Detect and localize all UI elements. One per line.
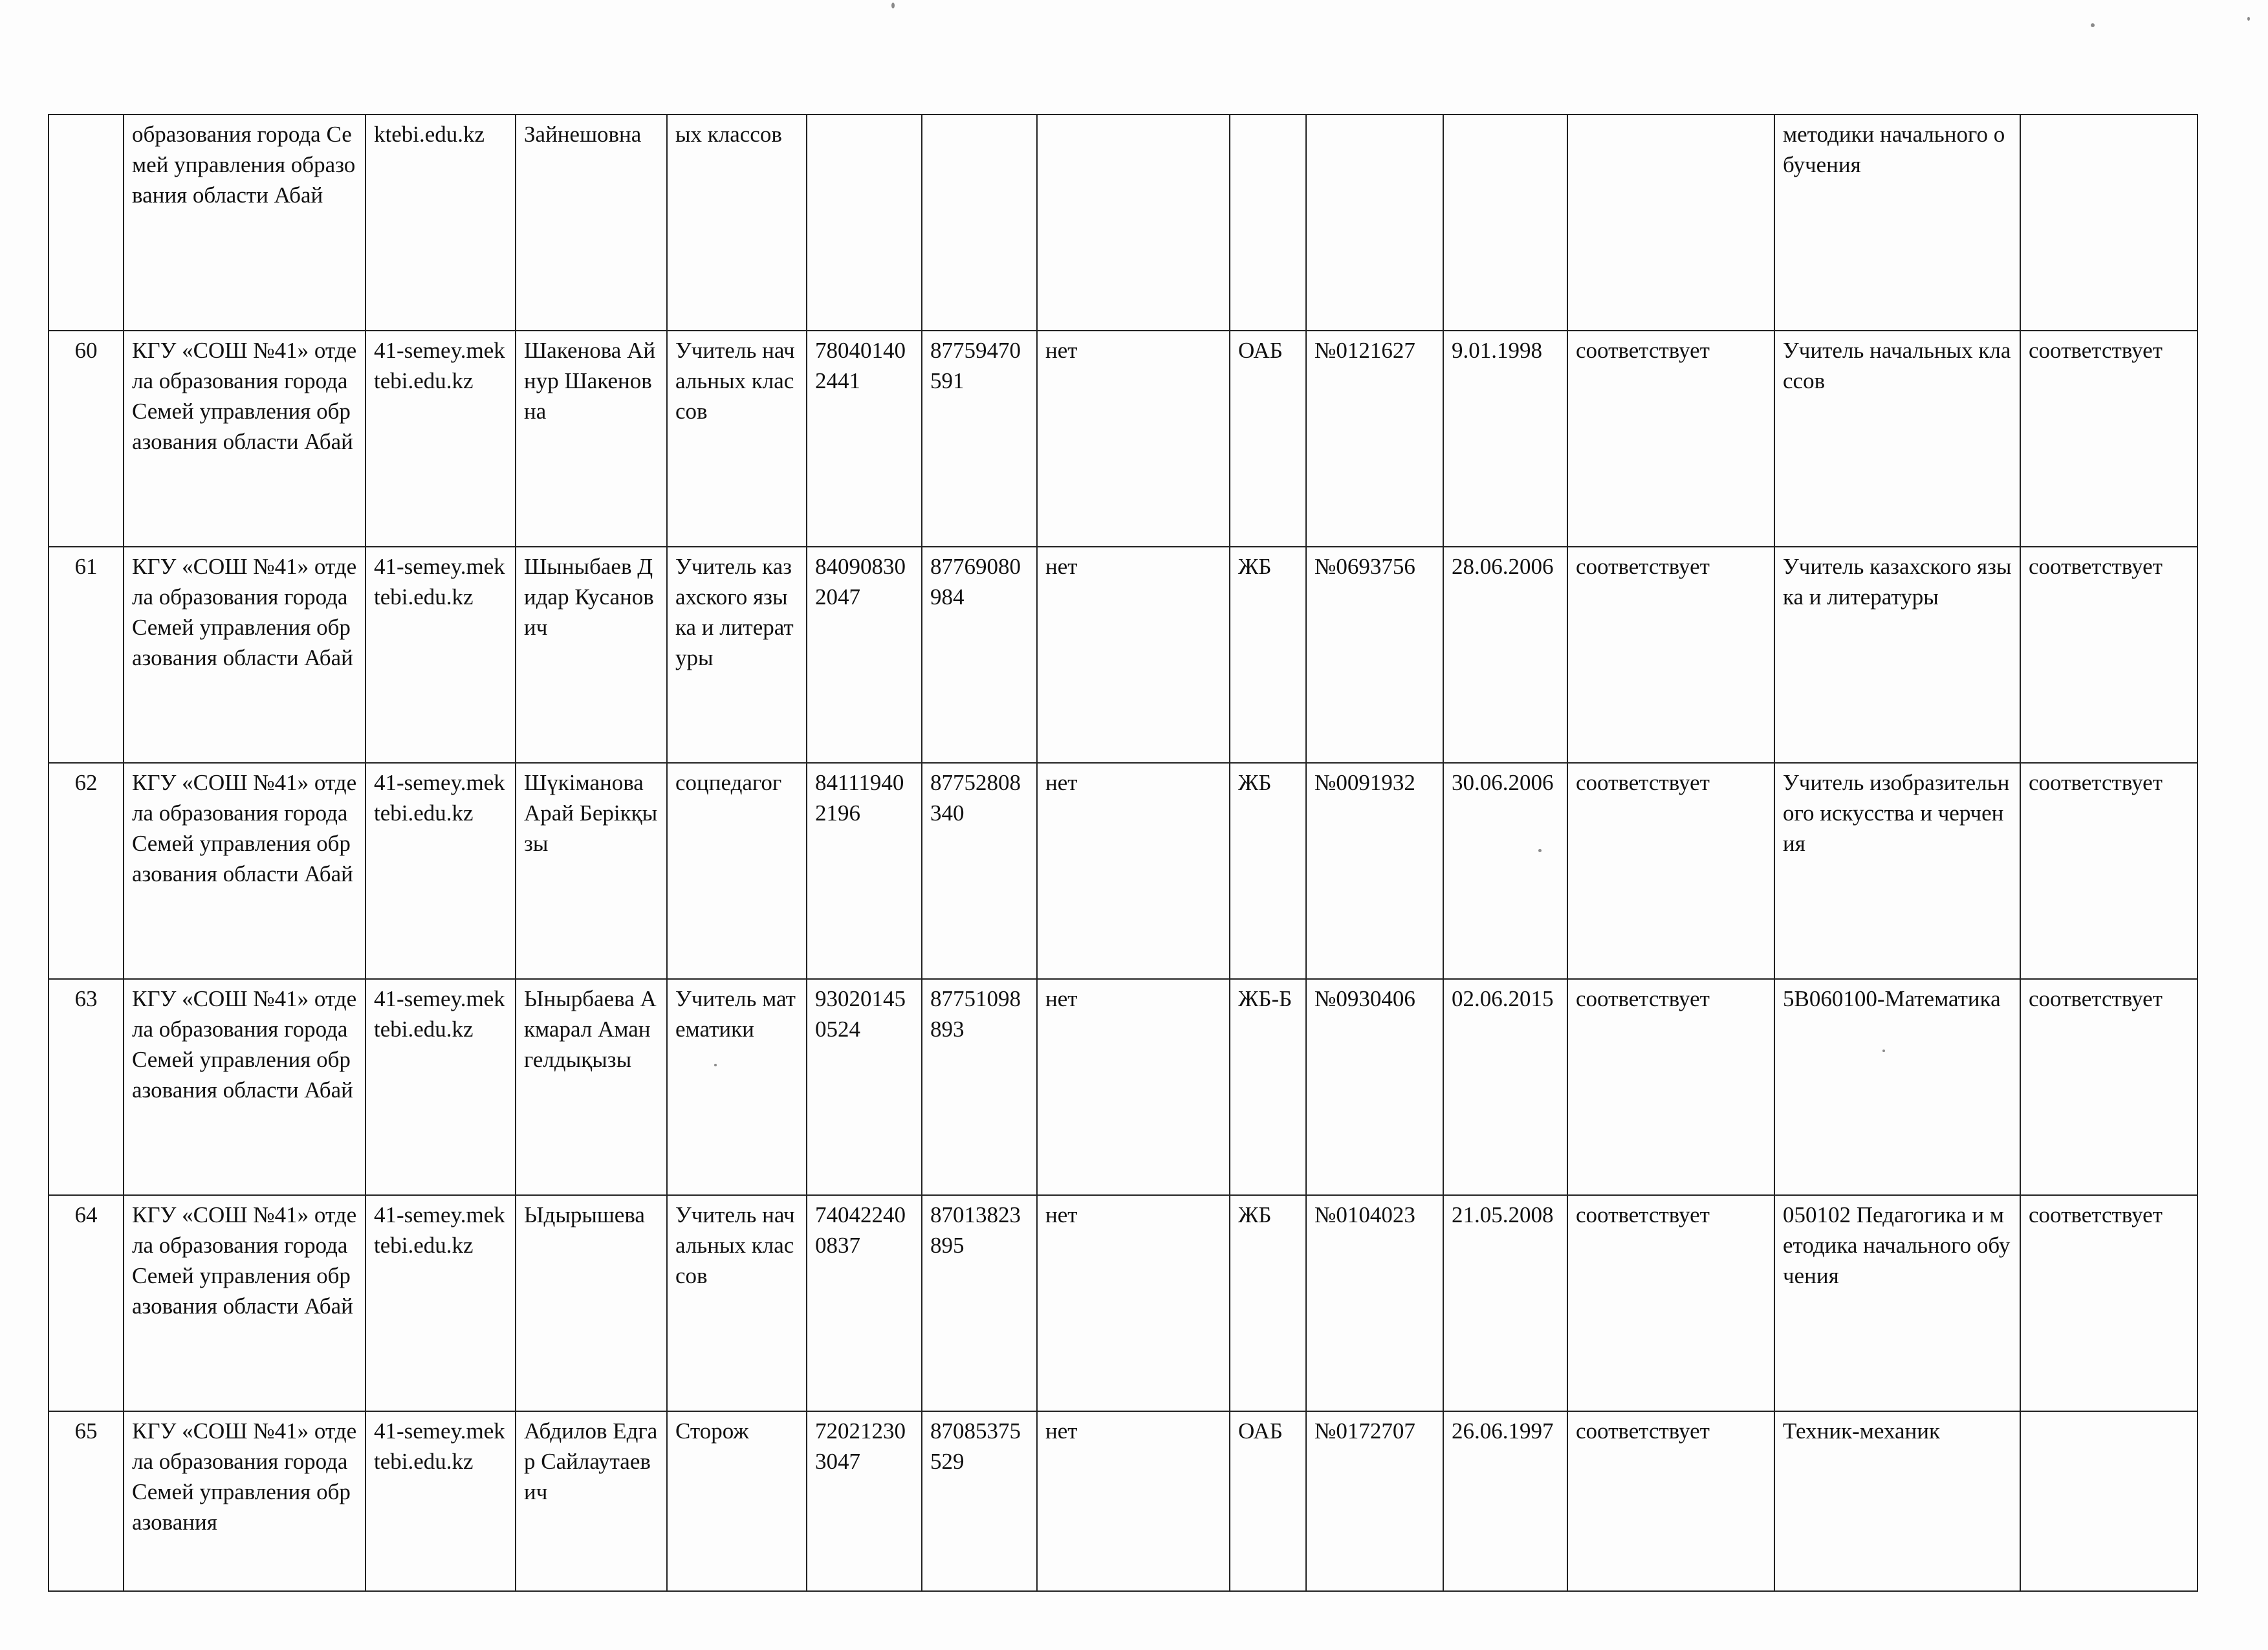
cell-email: ktebi.edu.kz [365,115,516,331]
table-row [49,979,2197,1195]
scan-speck [2091,23,2095,27]
cell-conviction: нет [1037,1195,1230,1411]
cell-diploma-number: №0930406 [1306,979,1443,1195]
cell-email: 41-semey.mektebi.edu.kz [365,1195,516,1411]
cell-number: 61 [49,547,124,763]
cell-phone: 87759470591 [922,331,1037,547]
cell-iin: 720212303047 [807,1411,922,1591]
cell-position: Учитель казахского языка и литературы [667,547,807,763]
cell-compliance: соответствует [1567,1411,1774,1591]
cell-position: Сторож [667,1411,807,1591]
cell-diploma-number: №0091932 [1306,763,1443,979]
cell-diploma-date: 26.06.1997 [1443,1411,1567,1591]
cell-full-name: Ынырбаева Акмарал Амангелдықызы [516,979,667,1195]
cell-iin: 840908302047 [807,547,922,763]
cell-specialty-compliance: соответствует [2020,1195,2197,1411]
cell-phone [922,115,1037,331]
cell-specialty: Учитель казахского языка и литературы [1774,547,2020,763]
cell-diploma-number: №0172707 [1306,1411,1443,1591]
cell-education-level: ОАБ [1230,1411,1306,1591]
cell-full-name: Абдилов Едгар Сайлаутаевич [516,1411,667,1591]
cell-education-level [1230,115,1306,331]
cell-iin: 780401402441 [807,331,922,547]
cell-iin: 740422400837 [807,1195,922,1411]
cell-iin: 930201450524 [807,979,922,1195]
cell-phone: 87085375529 [922,1411,1037,1591]
cell-education-level: ЖБ [1230,1195,1306,1411]
cell-diploma-number: №0693756 [1306,547,1443,763]
cell-email: 41-semey.mektebi.edu.kz [365,547,516,763]
cell-email: 41-semey.mektebi.edu.kz [365,331,516,547]
table-row [49,763,2197,979]
cell-compliance [1567,115,1774,331]
scan-speck [714,1064,717,1066]
cell-specialty-compliance: соответствует [2020,979,2197,1195]
table-row [49,1195,2197,1411]
cell-diploma-date: 02.06.2015 [1443,979,1567,1195]
cell-diploma-date: 30.06.2006 [1443,763,1567,979]
cell-compliance: соответствует [1567,1195,1774,1411]
cell-email: 41-semey.mektebi.edu.kz [365,979,516,1195]
cell-organization: КГУ «СОШ №41» отдела образования города Семей управления образования области Абай [124,331,365,547]
cell-position: ых классов [667,115,807,331]
staff-table [48,114,2198,1592]
cell-full-name: Шакенова Айнур Шакеновна [516,331,667,547]
table-row [49,1411,2197,1591]
cell-compliance: соответствует [1567,763,1774,979]
cell-conviction: нет [1037,763,1230,979]
cell-position: соцпедагог [667,763,807,979]
cell-specialty-compliance [2020,1411,2197,1591]
cell-compliance: соответствует [1567,547,1774,763]
cell-position: Учитель начальных классов [667,1195,807,1411]
scan-speck [2247,17,2250,21]
cell-organization: КГУ «СОШ №41» отдела образования города Семей управления образования области Абай [124,979,365,1195]
cell-organization: КГУ «СОШ №41» отдела образования города Семей управления образования области Абай [124,763,365,979]
cell-education-level: ЖБ [1230,763,1306,979]
table-row [49,547,2197,763]
cell-full-name: Шыныбаев Дидар Кусанович [516,547,667,763]
cell-organization: КГУ «СОШ №41» отдела образования города Семей управления образования [124,1411,365,1591]
cell-position: Учитель математики [667,979,807,1195]
cell-specialty: методики начального обучения [1774,115,2020,331]
cell-organization: КГУ «СОШ №41» отдела образования города Семей управления образования области Абай [124,547,365,763]
cell-diploma-date: 28.06.2006 [1443,547,1567,763]
cell-specialty-compliance: соответствует [2020,547,2197,763]
cell-specialty: 050102 Педагогика и методика начального обучения [1774,1195,2020,1411]
cell-full-name: Зайнешовна [516,115,667,331]
cell-diploma-number [1306,115,1443,331]
cell-compliance: соответствует [1567,331,1774,547]
cell-diploma-date: 9.01.1998 [1443,331,1567,547]
cell-conviction: нет [1037,979,1230,1195]
scan-speck [891,3,895,8]
cell-number: 64 [49,1195,124,1411]
cell-phone: 87769080984 [922,547,1037,763]
cell-specialty: Техник-механик [1774,1411,2020,1591]
cell-education-level: ЖБ [1230,547,1306,763]
cell-number [49,115,124,331]
cell-conviction: нет [1037,547,1230,763]
cell-diploma-date [1443,115,1567,331]
cell-conviction: нет [1037,331,1230,547]
scan-speck [1882,1050,1885,1052]
cell-email: 41-semey.mektebi.edu.kz [365,1411,516,1591]
cell-diploma-number: №0104023 [1306,1195,1443,1411]
cell-conviction: нет [1037,1411,1230,1591]
cell-email: 41-semey.mektebi.edu.kz [365,763,516,979]
cell-organization: образования города Семей управления образования области Абай [124,115,365,331]
cell-phone: 87752808340 [922,763,1037,979]
table-row [49,331,2197,547]
cell-specialty-compliance [2020,115,2197,331]
scan-speck [1538,849,1542,852]
cell-iin [807,115,922,331]
cell-specialty-compliance: соответствует [2020,763,2197,979]
cell-specialty: Учитель изобразительного искусства и черчения [1774,763,2020,979]
cell-number: 63 [49,979,124,1195]
cell-diploma-date: 21.05.2008 [1443,1195,1567,1411]
cell-specialty-compliance: соответствует [2020,331,2197,547]
cell-number: 62 [49,763,124,979]
cell-phone: 87751098893 [922,979,1037,1195]
cell-compliance: соответствует [1567,979,1774,1195]
cell-specialty: 5B060100-Математика [1774,979,2020,1195]
cell-phone: 87013823895 [922,1195,1037,1411]
cell-full-name: Ыдырышева [516,1195,667,1411]
cell-organization: КГУ «СОШ №41» отдела образования города Семей управления образования области Абай [124,1195,365,1411]
staff-table-body [49,115,2197,1591]
cell-number: 65 [49,1411,124,1591]
table-row-continued [49,115,2197,331]
cell-education-level: ОАБ [1230,331,1306,547]
cell-position: Учитель начальных классов [667,331,807,547]
cell-specialty: Учитель начальных классов [1774,331,2020,547]
cell-diploma-number: №0121627 [1306,331,1443,547]
cell-full-name: Шүкіманова Арай Берікқызы [516,763,667,979]
cell-iin: 841119402196 [807,763,922,979]
cell-education-level: ЖБ-Б [1230,979,1306,1195]
cell-number: 60 [49,331,124,547]
cell-conviction [1037,115,1230,331]
